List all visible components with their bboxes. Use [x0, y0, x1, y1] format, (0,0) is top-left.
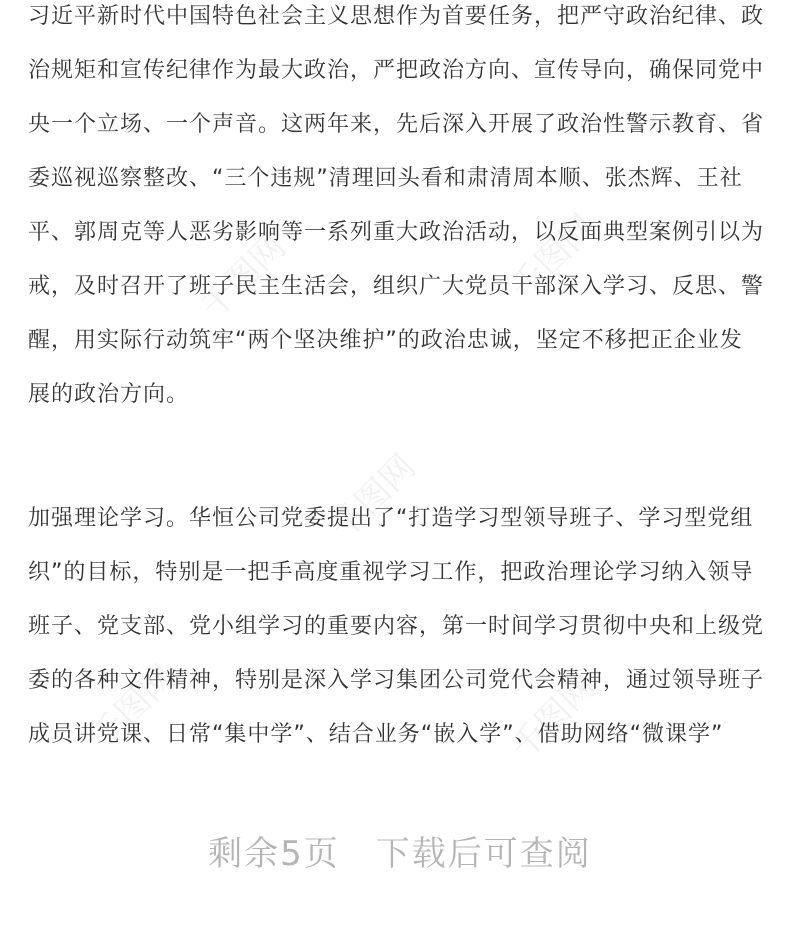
watermark: 千图网: [323, 446, 424, 548]
watermark: 千图网: [503, 206, 604, 308]
paragraph-political-discipline: 习近平新时代中国特色社会主义思想作为首要任务，把严守政治纪律、政 治规矩和宣传纪律作为最大政治，严把政治方向、宣传导向，确保同党中 央一个立场、一个声音。这两年来，先后深入开展了政治性警示教育、省 委巡视巡察整改、“三个违规”清理回头看和肃清周本顺、张杰辉、王社 平、郭周克等人恶劣影响等一系列重大政治活动，以反面典型案例引以为 戒，及时召开了班子民主生活会，组织广大党员干部深入学习、反思、警 醒，用实际行动筑牢“两个坚决维护”的政治忠诚，坚定不移把正企业发 展的政治方向。: [28, 4, 765, 407]
paragraph-theory-study: 加强理论学习。华恒公司党委提出了“打造学习型领导班子、学习型党组 织”的目标，特别是一把手高度重视学习工作，把政治理论学习纳入领导 班子、党支部、党小组学习的重要内容，第一时间学习贯彻中央和上级党 委的各种文件精神，特别是深入学习集团公司党代会精神，通过领导班子 成员讲党课、日常“集中学”、结合业务“嵌入学”、借助网络“微课学”: [28, 506, 765, 747]
watermark: 千图网: [503, 666, 604, 768]
watermark: 千图网: [193, 226, 294, 328]
download-to-view-remaining-button[interactable]: 剩余5页 下载后可查阅: [208, 834, 592, 874]
watermark: 千图网: [83, 656, 184, 758]
